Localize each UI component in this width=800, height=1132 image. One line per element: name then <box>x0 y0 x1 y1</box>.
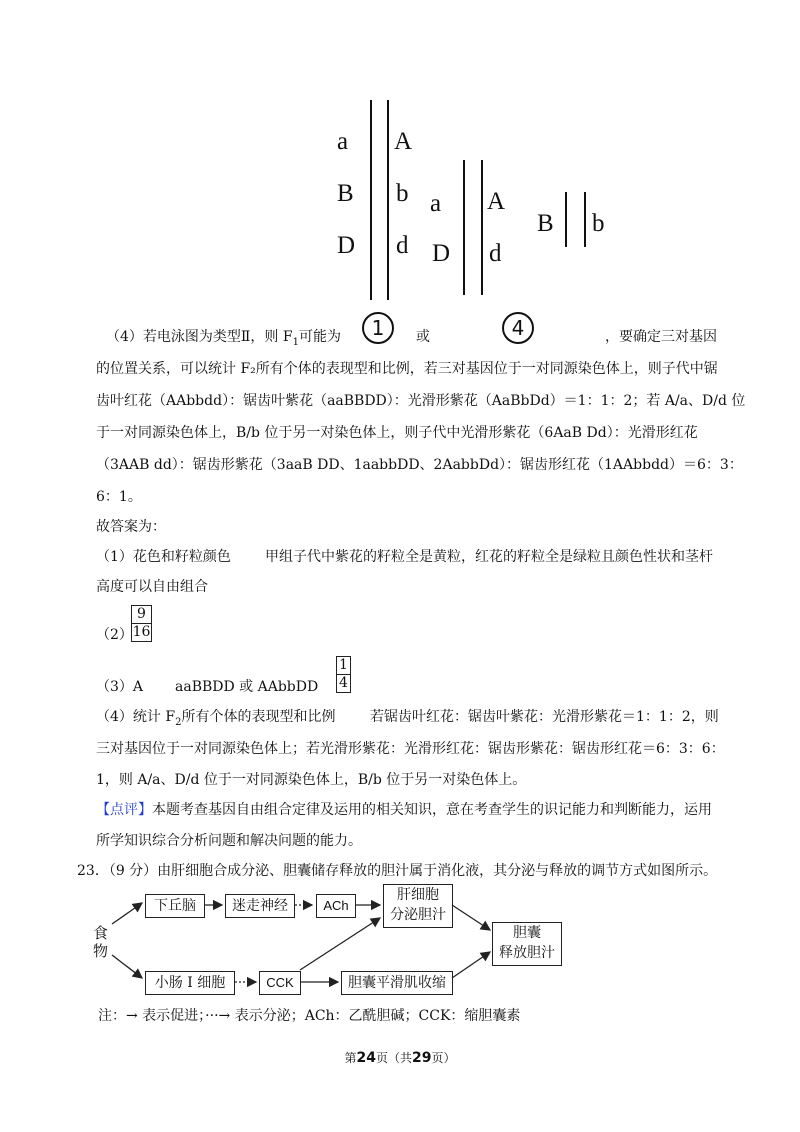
p4-line2: 的位置关系，可以统计 F₂所有个体的表现型和比例，若三对基因位于一对同源染色体上，则子代中锯 <box>96 361 718 377</box>
gene-label: b <box>592 210 605 237</box>
food-label: 物 <box>93 942 109 960</box>
answer-1-text2: 高度可以自由组合 <box>96 579 208 595</box>
comment: 【点评】本题考查基因自由组合定律及运用的相关知识，意在考查学生的识记能力和判断能力，运用 <box>96 802 712 818</box>
liver-box: 肝细胞 分泌胆汁 <box>383 884 453 928</box>
answer-3-label: （3）A <box>96 679 144 695</box>
intestine-box: 小肠 I 细胞 <box>145 971 235 995</box>
gene-label: D <box>432 240 451 267</box>
p4-line1-tail: ，要确定三对基因 <box>605 329 717 345</box>
gene-label: A <box>394 128 413 155</box>
comment-line2: 所学知识综合分析问题和解决问题的能力。 <box>96 833 362 849</box>
gene-label: A <box>487 188 506 215</box>
gene-label: B <box>537 210 554 237</box>
page-number: 24 <box>356 1050 376 1066</box>
cck-box: CCK <box>259 971 301 995</box>
fraction-numerator: 1 <box>336 656 351 675</box>
answer-2-label: （2） <box>96 627 133 643</box>
muscle-box: 胆囊平滑肌收缩 <box>341 971 453 995</box>
flowchart-note: 注：→ 表示促进；···→ 表示分泌；ACh：乙酰胆碱；CCK：缩胆囊素 <box>98 1008 521 1024</box>
page-footer: 第24页（共29页） <box>344 1050 456 1066</box>
hypothalamus-box: 下丘脑 <box>145 894 205 918</box>
gene-label: D <box>337 232 356 259</box>
answer-3-text: aaBBDD 或 AAbbDD <box>175 679 319 695</box>
p4-line6: 6：1。 <box>96 489 142 505</box>
gene-label: a <box>430 190 442 217</box>
vagus-box: 迷走神经 <box>225 894 295 918</box>
answer-4: （4）统计 $F_2$所有个体的表现型和比例 <box>96 709 336 728</box>
answer-1: （1）花色和籽粒颜色 <box>96 549 231 565</box>
gene-label: b <box>396 180 409 207</box>
p4-line3: 齿叶红花（AAbbdd）：锯齿叶紫花（aaBBDD）：光滑形紫花（AaBbDd）＝1：1：2；若 A/a、D/d 位 <box>96 393 746 409</box>
comment-tag: 【点评】 <box>96 802 152 818</box>
answer-4-line2: 三对基因位于一对同源染色体上；若光滑形紫花：光滑形红花：锯齿形紫花：锯齿形红花＝6：3：6： <box>96 741 725 757</box>
ach-box: ACh <box>316 894 356 918</box>
question-23: 23．（9 分）由肝细胞合成分泌、胆囊储存释放的胆汁属于消化液，其分泌与释放的调节方式如图所示。 <box>77 863 718 879</box>
answer-4-line3: 1，则 A/a、D/d 位于一对同源染色体上，B/b 位于另一对染色体上。 <box>96 772 527 788</box>
answer-4-cond: 若锯齿叶红花：锯齿叶紫花：光滑形紫花＝1：1：2，则 <box>370 709 719 725</box>
p4-line5: （3AAB dd）：锯齿形紫花（3aaB DD、1aabbDD、2AabbDd）：锯齿形红花（1AAbbdd）＝6：3： <box>96 457 743 473</box>
gene-label: d <box>396 232 409 259</box>
gene-label: d <box>489 240 502 267</box>
or-text: 或 <box>416 329 430 345</box>
circled-number-4: 4 <box>502 312 534 344</box>
gallbladder-box: 胆囊 释放胆汁 <box>492 922 562 966</box>
gene-label: B <box>337 180 354 207</box>
answer-1-text: 甲组子代中紫花的籽粒全是黄粒，红花的籽粒全是绿粒且颜色性状和茎杆 <box>265 549 713 565</box>
p4-line4: 于一对同源染色体上，B/b 位于另一对染色体上，则子代中光滑形紫花（6AaB Dd）：光滑形红花 <box>96 425 698 441</box>
circled-number-1: 1 <box>362 312 394 344</box>
fraction-denominator: 4 <box>336 674 351 693</box>
page-total: 29 <box>412 1050 432 1066</box>
food-label: 食 <box>93 924 109 942</box>
fraction-numerator: 9 <box>131 605 152 624</box>
gene-label: a <box>337 128 349 155</box>
p4-line1: （4）若电泳图为类型Ⅱ，则 $F_1$可能为 <box>106 329 341 348</box>
answer-title: 故答案为： <box>96 519 166 535</box>
fraction-denominator: 16 <box>132 624 151 640</box>
